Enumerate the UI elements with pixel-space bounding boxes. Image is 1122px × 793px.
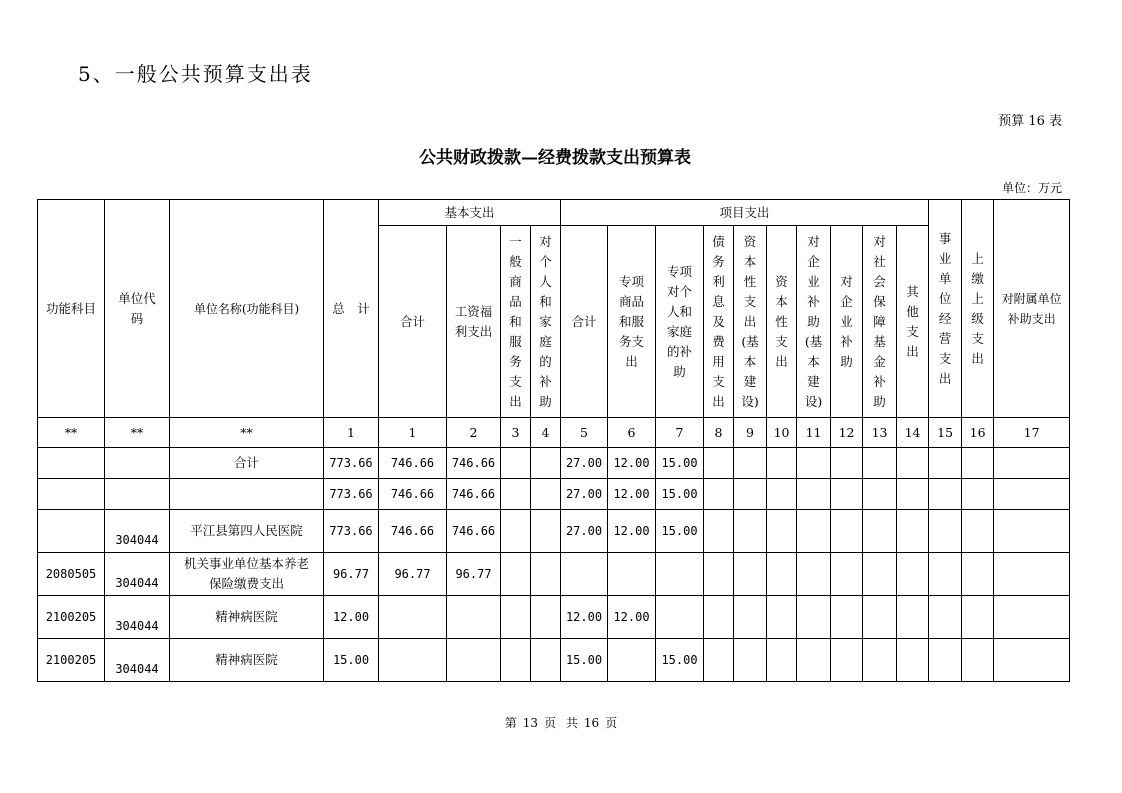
cell-total: 15.00	[324, 639, 379, 682]
cell-salary	[447, 596, 501, 639]
cell-empty	[994, 510, 1070, 553]
cell-empty	[863, 448, 897, 479]
index-cell: 6	[608, 418, 656, 448]
cell-empty	[994, 479, 1070, 510]
index-cell: **	[170, 418, 324, 448]
index-cell: **	[38, 418, 105, 448]
cell-empty	[797, 596, 831, 639]
table-row	[38, 596, 1070, 639]
index-cell: 12	[831, 418, 863, 448]
cell-empty	[994, 553, 1070, 596]
header-total: 总 计	[324, 200, 379, 418]
cell-empty	[897, 479, 929, 510]
index-row	[38, 418, 1070, 448]
cell-empty	[863, 596, 897, 639]
cell-empty	[501, 479, 531, 510]
cell-empty	[767, 510, 797, 553]
cell-empty	[962, 553, 994, 596]
cell-empty	[704, 448, 734, 479]
cell-empty	[734, 479, 767, 510]
cell-empty	[831, 448, 863, 479]
cell-code	[105, 448, 170, 479]
cell-code: 304044	[105, 510, 170, 553]
cell-proj-personal: 15.00	[656, 479, 704, 510]
cell-salary: 746.66	[447, 479, 501, 510]
cell-empty	[929, 448, 962, 479]
cell-salary: 746.66	[447, 448, 501, 479]
cell-empty	[929, 510, 962, 553]
cell-empty	[897, 639, 929, 682]
header-proj-goods: 专项商品和服务支出	[608, 226, 656, 418]
cell-proj-total: 27.00	[561, 479, 608, 510]
unit-label: 单位：万元	[1001, 181, 1062, 195]
cell-empty	[531, 553, 561, 596]
cell-empty	[797, 639, 831, 682]
index-cell: 9	[734, 418, 767, 448]
index-cell: 11	[797, 418, 831, 448]
footer-page-unit: 页	[544, 716, 557, 730]
cell-empty	[994, 448, 1070, 479]
header-proj-personal: 专项对个人和家庭的补助	[656, 226, 704, 418]
cell-empty	[797, 510, 831, 553]
cell-empty	[797, 448, 831, 479]
cell-empty	[863, 510, 897, 553]
footer-total-number: 16	[583, 716, 600, 730]
cell-empty	[767, 553, 797, 596]
index-cell: **	[105, 418, 170, 448]
header-ent-basic: 对企业补助(基本建设)	[797, 226, 831, 418]
cell-proj-personal: 15.00	[656, 448, 704, 479]
index-cell: 1	[324, 418, 379, 448]
cell-proj-goods: 12.00	[608, 448, 656, 479]
cell-empty	[831, 510, 863, 553]
cell-name: 平江县第四人民医院	[170, 510, 324, 553]
cell-proj-personal	[656, 553, 704, 596]
cell-empty	[831, 479, 863, 510]
cell-empty	[994, 639, 1070, 682]
cell-empty	[831, 553, 863, 596]
cell-name: 精神病医院	[170, 596, 324, 639]
cell-empty	[929, 479, 962, 510]
cell-empty	[962, 510, 994, 553]
cell-name: 合计	[170, 448, 324, 479]
cell-basic-total: 746.66	[379, 510, 447, 553]
cell-empty	[767, 639, 797, 682]
cell-empty	[863, 639, 897, 682]
index-cell: 17	[994, 418, 1070, 448]
header-project: 项目支出	[561, 200, 929, 226]
header-social: 对社会保障基金补助	[863, 226, 897, 418]
cell-proj-total: 15.00	[561, 639, 608, 682]
cell-empty	[767, 596, 797, 639]
cell-total: 96.77	[324, 553, 379, 596]
footer-total-unit: 页	[605, 716, 618, 730]
cell-empty	[897, 596, 929, 639]
cell-proj-total	[561, 553, 608, 596]
cell-proj-total: 27.00	[561, 448, 608, 479]
cell-salary: 96.77	[447, 553, 501, 596]
table-title: 公共财政拨款—经费拨款支出预算表	[419, 148, 691, 168]
cell-empty	[704, 479, 734, 510]
cell-empty	[734, 639, 767, 682]
cell-code: 304044	[105, 639, 170, 682]
cell-name: 机关事业单位基本养老保险缴费支出	[170, 553, 324, 596]
table-row	[38, 639, 1070, 682]
footer-total-label: 共	[565, 716, 578, 730]
header-proj-total: 合计	[561, 226, 608, 418]
cell-func	[38, 448, 105, 479]
cell-basic-total: 746.66	[379, 448, 447, 479]
cell-basic-total: 96.77	[379, 553, 447, 596]
cell-proj-total: 27.00	[561, 510, 608, 553]
cell-func	[38, 479, 105, 510]
cell-proj-personal	[656, 596, 704, 639]
cell-func	[38, 510, 105, 553]
cell-proj-goods	[608, 553, 656, 596]
cell-empty	[531, 448, 561, 479]
cell-empty	[704, 553, 734, 596]
header-name: 单位名称(功能科目)	[170, 200, 324, 418]
cell-empty	[929, 596, 962, 639]
table-row	[38, 553, 1070, 596]
table-row	[38, 448, 1070, 479]
cell-empty	[863, 479, 897, 510]
index-cell: 15	[929, 418, 962, 448]
cell-empty	[734, 448, 767, 479]
cell-empty	[704, 639, 734, 682]
cell-total: 773.66	[324, 448, 379, 479]
index-cell: 2	[447, 418, 501, 448]
cell-empty	[704, 596, 734, 639]
header-ent: 对企业补助	[831, 226, 863, 418]
header-func: 功能科目	[38, 200, 105, 418]
cell-proj-goods: 12.00	[608, 596, 656, 639]
index-cell: 4	[531, 418, 561, 448]
cell-basic-total: 746.66	[379, 479, 447, 510]
cell-total: 773.66	[324, 510, 379, 553]
header-salary: 工资福利支出	[447, 226, 501, 418]
cell-empty	[501, 639, 531, 682]
cell-empty	[531, 510, 561, 553]
cell-empty	[863, 553, 897, 596]
header-other: 其他支出	[897, 226, 929, 418]
cell-proj-total: 12.00	[561, 596, 608, 639]
header-goods: 一般商品和服务支出	[501, 226, 531, 418]
cell-empty	[734, 596, 767, 639]
cell-func: 2080505	[38, 553, 105, 596]
cell-empty	[704, 510, 734, 553]
cell-salary	[447, 639, 501, 682]
cell-empty	[501, 596, 531, 639]
cell-total: 12.00	[324, 596, 379, 639]
cell-empty	[929, 553, 962, 596]
header-upper: 上缴上级支出	[962, 200, 994, 418]
table-row	[38, 510, 1070, 553]
index-cell: 3	[501, 418, 531, 448]
header-debt: 债务利息及费用支出	[704, 226, 734, 418]
cell-basic-total	[379, 639, 447, 682]
header-basic-total: 合计	[379, 226, 447, 418]
cell-empty	[501, 553, 531, 596]
cell-empty	[962, 448, 994, 479]
cell-proj-personal: 15.00	[656, 510, 704, 553]
cell-empty	[962, 596, 994, 639]
cell-empty	[994, 596, 1070, 639]
cell-empty	[797, 479, 831, 510]
table-row	[38, 479, 1070, 510]
cell-code: 304044	[105, 553, 170, 596]
cell-empty	[962, 639, 994, 682]
cell-code: 304044	[105, 596, 170, 639]
cell-empty	[734, 510, 767, 553]
footer-page-number: 13	[522, 716, 539, 730]
cell-empty	[767, 448, 797, 479]
cell-proj-goods: 12.00	[608, 479, 656, 510]
cell-basic-total	[379, 596, 447, 639]
header-code: 单位代码	[105, 200, 170, 418]
cell-empty	[897, 448, 929, 479]
header-capital-basic: 资本性支出(基本建设)	[734, 226, 767, 418]
cell-empty	[797, 553, 831, 596]
index-cell: 5	[561, 418, 608, 448]
cell-empty	[897, 510, 929, 553]
cell-empty	[734, 553, 767, 596]
cell-func: 2100205	[38, 596, 105, 639]
section-title: 5、一般公共预算支出表	[78, 62, 313, 86]
cell-empty	[831, 639, 863, 682]
footer-page-label: 第	[504, 716, 517, 730]
header-capital: 资本性支出	[767, 226, 797, 418]
header-operation: 事业单位经营支出	[929, 200, 962, 418]
cell-total: 773.66	[324, 479, 379, 510]
header-personal: 对个人和家庭的补助	[531, 226, 561, 418]
index-cell: 1	[379, 418, 447, 448]
cell-empty	[929, 639, 962, 682]
index-cell: 7	[656, 418, 704, 448]
cell-empty	[767, 479, 797, 510]
header-basic: 基本支出	[379, 200, 561, 226]
cell-empty	[531, 596, 561, 639]
cell-empty	[531, 639, 561, 682]
index-cell: 14	[897, 418, 929, 448]
cell-empty	[501, 510, 531, 553]
cell-proj-goods: 12.00	[608, 510, 656, 553]
cell-proj-goods	[608, 639, 656, 682]
cell-name	[170, 479, 324, 510]
table-number: 预算 16 表	[998, 114, 1062, 129]
cell-empty	[831, 596, 863, 639]
budget-table	[37, 199, 1070, 682]
cell-name: 精神病医院	[170, 639, 324, 682]
cell-code	[105, 479, 170, 510]
cell-empty	[501, 448, 531, 479]
index-cell: 13	[863, 418, 897, 448]
index-cell: 10	[767, 418, 797, 448]
cell-salary: 746.66	[447, 510, 501, 553]
page-footer	[0, 714, 1122, 731]
cell-func: 2100205	[38, 639, 105, 682]
cell-empty	[962, 479, 994, 510]
index-cell: 8	[704, 418, 734, 448]
cell-empty	[897, 553, 929, 596]
cell-empty	[531, 479, 561, 510]
header-affiliate: 对附属单位补助支出	[994, 200, 1070, 418]
index-cell: 16	[962, 418, 994, 448]
cell-proj-personal: 15.00	[656, 639, 704, 682]
